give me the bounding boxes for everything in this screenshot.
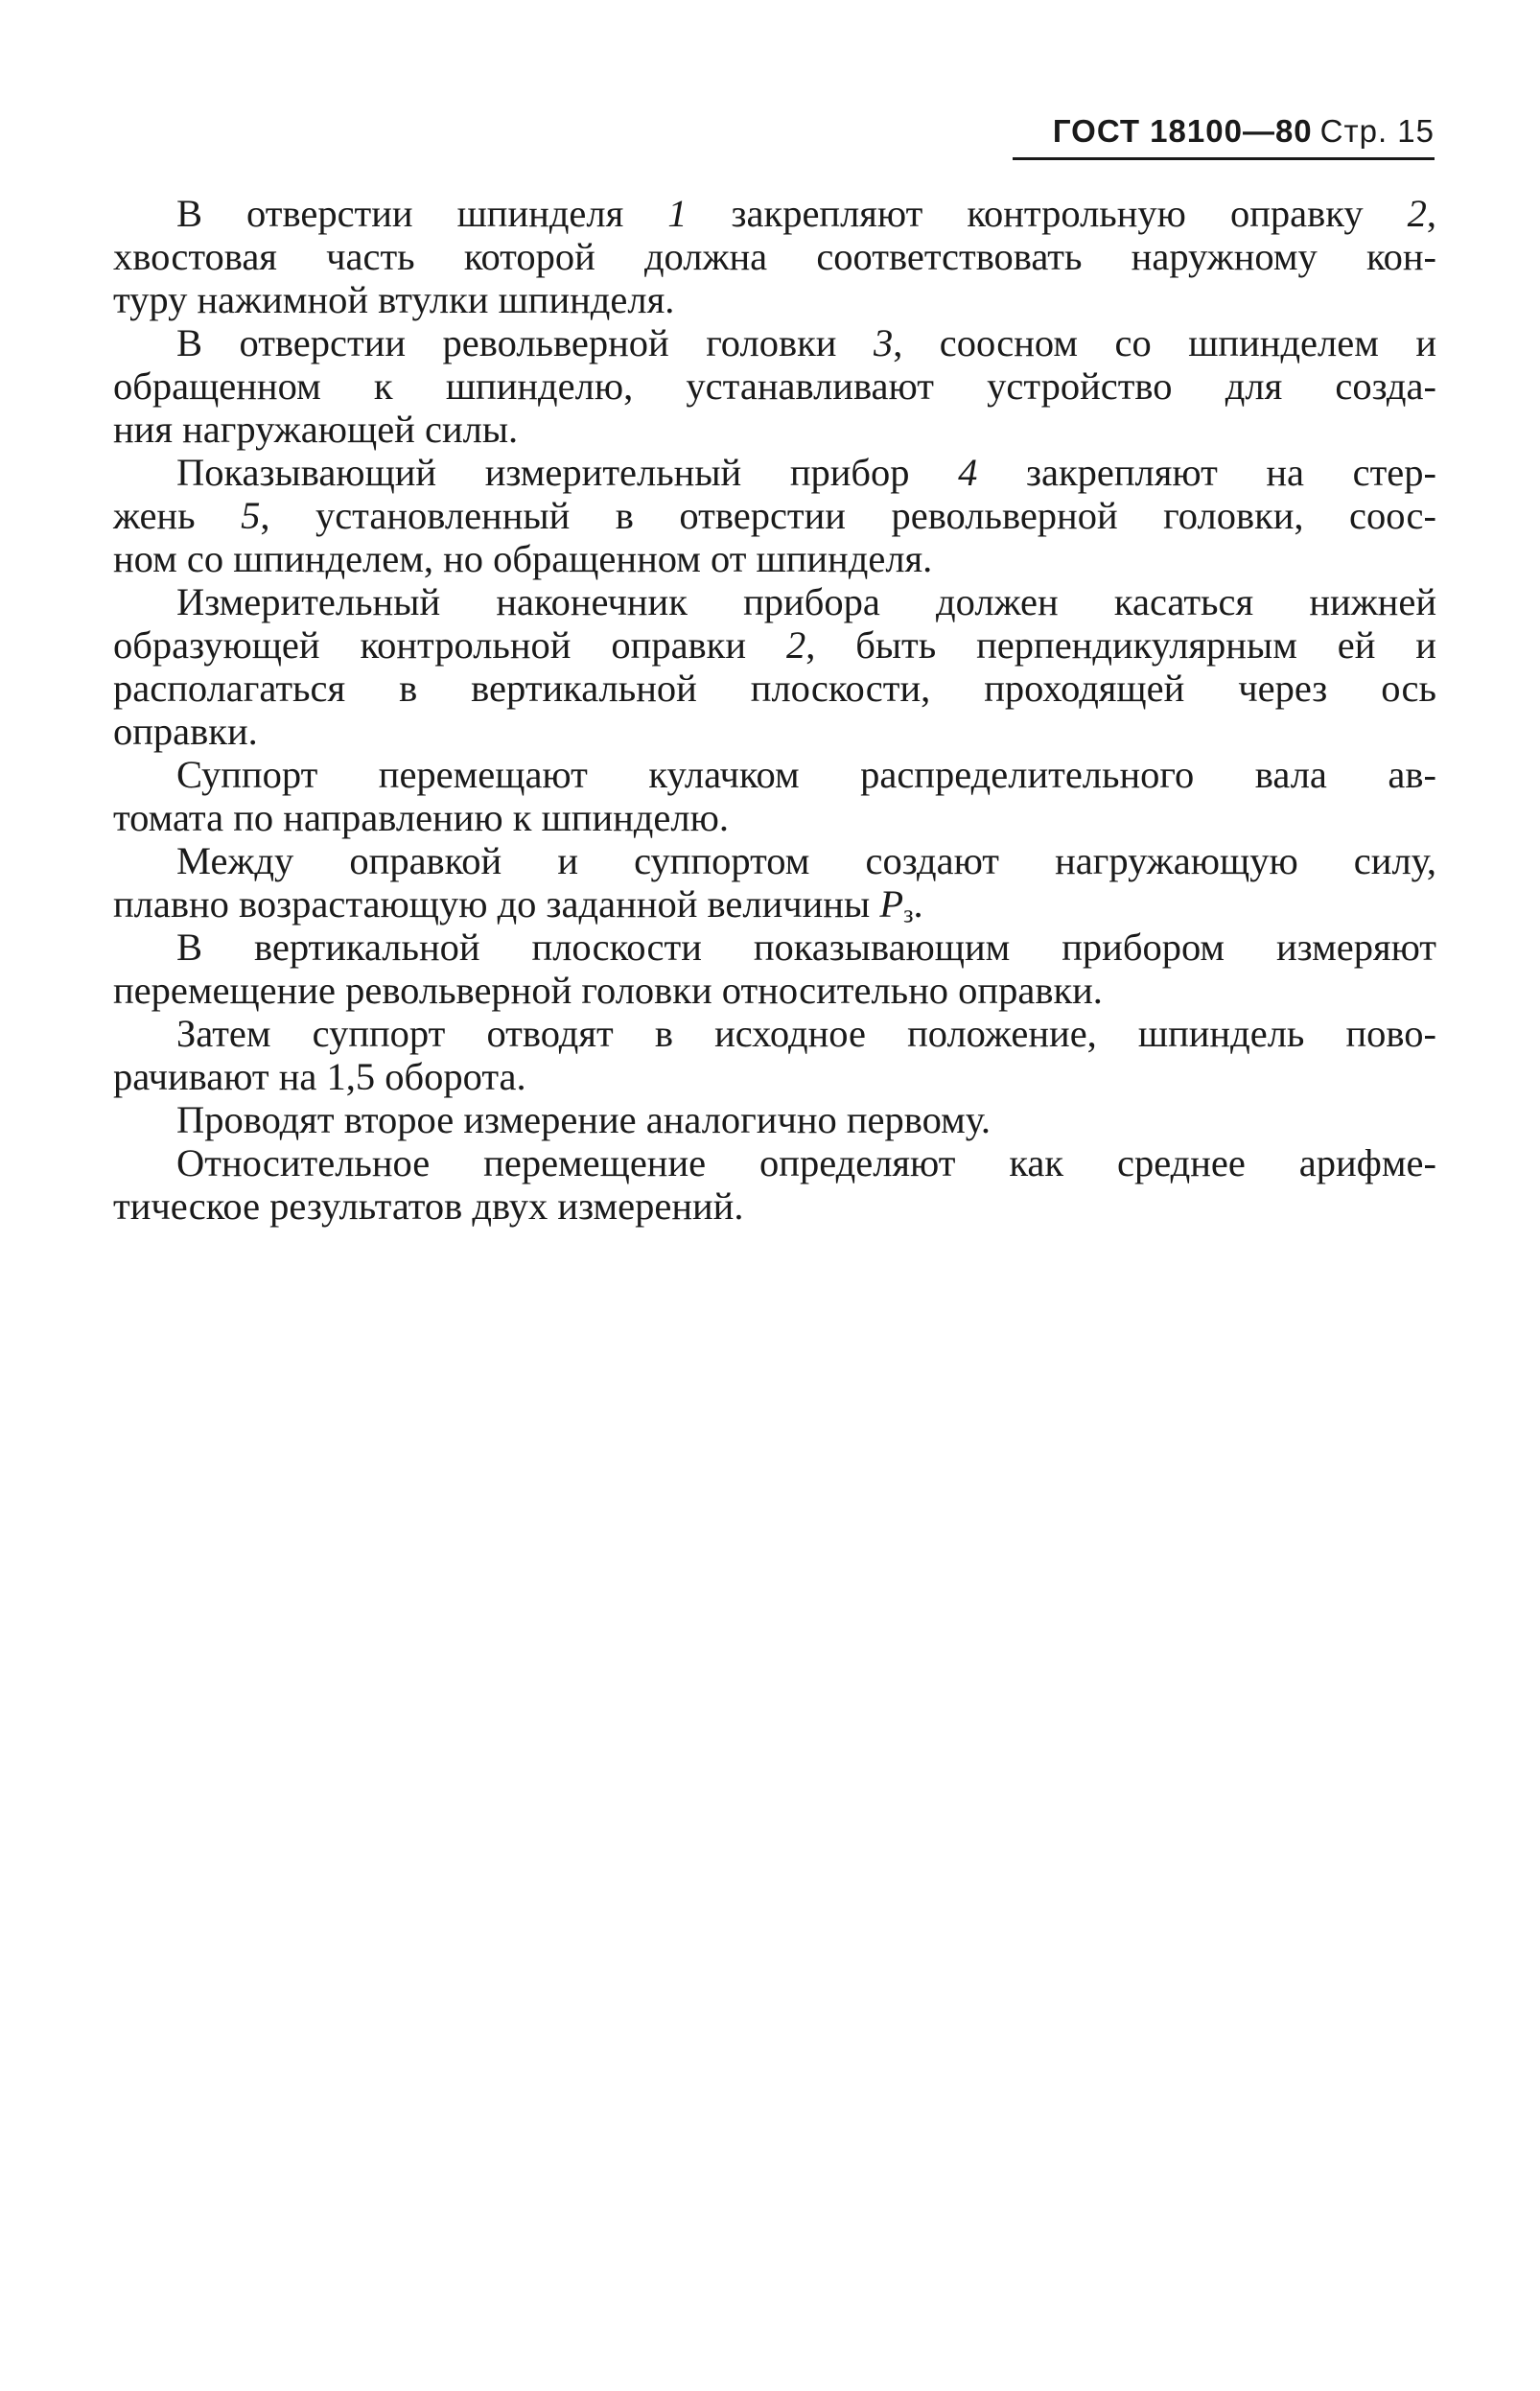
text-line: [113, 494, 1436, 537]
text-run: , установленный в отверстии револьверной головки, соос-: [260, 494, 1436, 537]
text-run: Между оправкой и суппортом создают нагружающую силу,: [176, 839, 1436, 882]
paragraph: [113, 1141, 1436, 1228]
header-rule: [1013, 157, 1435, 160]
text-run: .: [913, 882, 923, 926]
text-run: ния нагружающей силы.: [113, 408, 519, 451]
text-run: томата по направлению к шпинделю.: [113, 796, 729, 839]
paragraph: [113, 1012, 1436, 1098]
text-run: Показывающий измерительный прибор: [176, 451, 959, 494]
paragraph: [113, 451, 1436, 580]
text-line: [113, 1012, 1436, 1055]
text-line: [113, 1141, 1436, 1184]
paragraph: [113, 192, 1436, 321]
text-run: закрепляют контрольную оправку: [687, 192, 1408, 235]
text-line: [113, 451, 1436, 494]
text-line: [113, 408, 1436, 451]
italic-ref: 5: [241, 494, 261, 537]
text-line: [113, 667, 1436, 710]
text-line: [113, 710, 1436, 753]
italic-ref: 1: [667, 192, 688, 235]
text-line: [113, 623, 1436, 667]
text-line: [113, 796, 1436, 839]
text-line: [113, 580, 1436, 623]
text-line: [113, 235, 1436, 278]
text-line: [113, 537, 1436, 580]
text-line: [113, 753, 1436, 796]
text-run: В отверстии револьверной головки: [176, 321, 874, 364]
page-number: Стр. 15: [1319, 113, 1435, 149]
text-line: [113, 1098, 1436, 1141]
text-run: оправки.: [113, 710, 258, 753]
paragraph: [113, 926, 1436, 1012]
text-run: Измерительный наконечник прибора должен касаться нижней: [176, 580, 1436, 623]
text-run: Суппорт перемещают кулачком распределительного вала ав-: [176, 753, 1436, 796]
body-text: [113, 192, 1436, 1228]
text-run: перемещение револьверной головки относительно оправки.: [113, 969, 1103, 1012]
paragraph: [113, 753, 1436, 839]
italic-ref: 2: [1407, 192, 1427, 235]
text-line: [113, 882, 1436, 926]
text-run: жень: [113, 494, 242, 537]
text-run: закрепляют на стер-: [977, 451, 1436, 494]
text-run: ,: [1426, 192, 1436, 235]
text-line: [113, 839, 1436, 882]
text-run: Проводят второе измерение аналогично первому.: [176, 1098, 992, 1141]
text-run: обращенном к шпинделю, устанавливают устройство для созда-: [113, 364, 1436, 408]
text-run: В отверстии шпинделя: [176, 192, 668, 235]
text-line: [113, 969, 1436, 1012]
paragraph: [113, 1098, 1436, 1141]
paragraph: [113, 321, 1436, 451]
text-run: туру нажимной втулки шпинделя.: [113, 278, 675, 321]
text-run: располагаться в вертикальной плоскости, проходящей через ось: [113, 667, 1436, 710]
text-line: [113, 192, 1436, 235]
italic-ref: 3: [873, 321, 894, 364]
text-run: плавно возрастающую до заданной величины: [113, 882, 880, 926]
page-header: [997, 113, 1435, 150]
text-line: [113, 1055, 1436, 1098]
text-line: [113, 321, 1436, 364]
text-line: [113, 926, 1436, 969]
text-run: тическое результатов двух измерений.: [113, 1184, 744, 1228]
italic-ref: 2: [785, 623, 806, 667]
text-run: , соосном со шпинделем и: [893, 321, 1436, 364]
text-line: [113, 1184, 1436, 1228]
text-run: , быть перпендикулярным ей и: [805, 623, 1436, 667]
paragraph: [113, 839, 1436, 926]
paragraph: [113, 580, 1436, 753]
text-run: Затем суппорт отводят в исходное положение, шпиндель пово-: [176, 1012, 1436, 1055]
subscript: з: [903, 900, 914, 928]
text-run: В вертикальной плоскости показывающим прибором измеряют: [176, 926, 1436, 969]
text-run: образующей контрольной оправки: [113, 623, 786, 667]
text-line: [113, 364, 1436, 408]
text-run: хвостовая часть которой должна соответствовать наружному кон-: [113, 235, 1436, 278]
text-run: Относительное перемещение определяют как среднее арифме-: [176, 1141, 1436, 1184]
text-line: [113, 278, 1436, 321]
standard-number: ГОСТ 18100—80: [1052, 113, 1313, 149]
text-run: ном со шпинделем, но обращенном от шпинделя.: [113, 537, 933, 580]
text-run: рачивают на 1,5 оборота.: [113, 1055, 526, 1098]
italic-ref: P: [879, 882, 904, 926]
italic-ref: 4: [958, 451, 978, 494]
